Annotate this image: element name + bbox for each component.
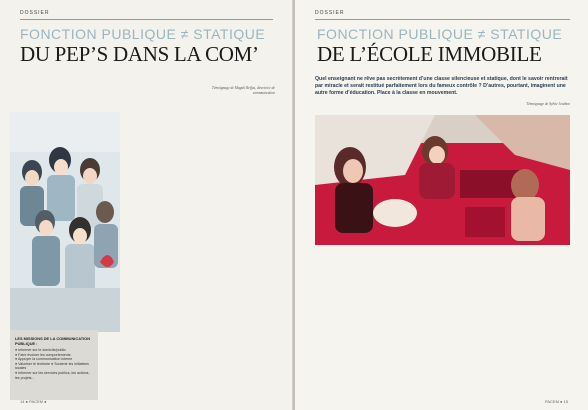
sidebar-list	[15, 348, 95, 380]
byline: Témoignage de Magali Reffas, directrice de communication	[211, 86, 275, 95]
body-column-3	[489, 252, 570, 397]
rubric-label: DOSSIER	[315, 10, 345, 16]
body-column-1	[130, 110, 198, 395]
kicker-title: FONCTION PUBLIQUE ≠ STATIQUE	[317, 26, 563, 42]
page-folio: PACEM ● 15	[544, 399, 568, 404]
sidebar-item: ● Appuyer la communication interne	[15, 357, 73, 362]
lede-paragraph: Quel enseignant ne rêve pas secrètement d’une classe silencieuse et statique, dont le savoir rentrerait par miracle et serait restitué parfaitement lors du fameux contrôle ? D’autres, pourtant, imaginent une autre forme d’éducation. Place à la classe en mouvement.	[315, 76, 568, 96]
missions-sidebar	[10, 330, 98, 400]
rubric-rule	[20, 19, 273, 20]
sidebar-item: ● Informer sur les services publics, les actions, les projets...	[15, 370, 90, 380]
body-column-2	[402, 252, 482, 397]
left-page	[0, 0, 293, 410]
page-title: DU PEP’S DANS LA COM’	[20, 42, 259, 66]
illustration-office-workers	[10, 112, 120, 332]
rubric-rule	[315, 19, 570, 20]
illustration-classroom	[315, 115, 570, 245]
sidebar-title: LES MISSIONS DE LA COMMUNICATION PUBLIQUE :	[15, 336, 91, 346]
body-column-2	[205, 110, 275, 395]
kicker-title: FONCTION PUBLIQUE ≠ STATIQUE	[20, 26, 266, 42]
sidebar-item: ● Faire évoluer les comportements	[15, 352, 71, 357]
sidebar-item: ● Valoriser le territoire ● Soutenir les initiatives locales	[15, 361, 89, 371]
sidebar-item: ● Informer sur le domicile/public	[15, 348, 66, 352]
rubric-label: DOSSIER	[20, 10, 50, 16]
page-folio: 14 ● PACEM ●	[20, 399, 47, 404]
right-page	[295, 0, 588, 410]
body-column-1	[315, 252, 395, 397]
page-title: DE L’ÉCOLE IMMOBILE	[317, 42, 542, 66]
byline: Témoignage de Sylvie Jeuthon	[526, 102, 570, 106]
